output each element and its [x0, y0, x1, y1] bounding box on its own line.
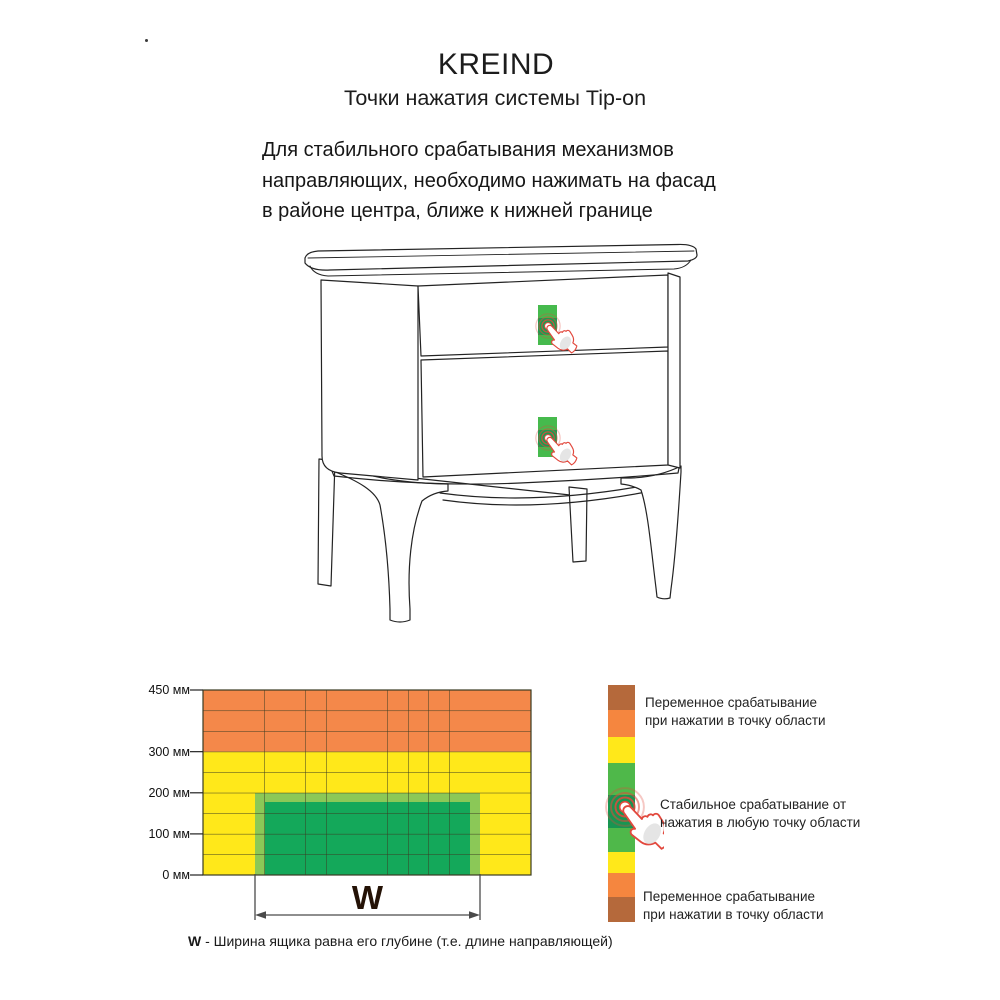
page-title: Точки нажатия системы Tip-on — [343, 86, 647, 110]
cabinet-right-edge — [668, 273, 680, 468]
paragraph-line: Для стабильного срабатывания механизмов — [262, 139, 674, 161]
cabinet-drawing — [280, 243, 720, 623]
instruction-paragraph — [262, 135, 782, 227]
drawer-front-bottom — [421, 351, 668, 477]
axis-label-300: 300 мм — [148, 745, 190, 759]
axis-label-200: 200 мм — [148, 786, 190, 800]
rear-left-leg — [318, 459, 335, 586]
axis-label-450: 450 мм — [148, 683, 190, 697]
axis-label-0: 0 мм — [162, 868, 190, 882]
legend-item-variable-top: Переменное срабатывание при нажатии в точку области — [645, 695, 826, 728]
grid-lines — [203, 690, 531, 875]
paragraph-line: в районе центра, ближе к нижней границе — [262, 200, 653, 222]
legend-item-variable-bottom: Переменное срабатывание при нажатии в точку области — [643, 889, 824, 922]
stray-dot-mark — [145, 39, 148, 42]
press-zone-grid — [186, 686, 536, 878]
front-left-leg — [333, 464, 448, 622]
legend-item-stable: Стабильное срабатывание от нажатия в любую точку области — [660, 797, 861, 830]
width-symbol: W — [351, 879, 384, 916]
brand-title: KREIND — [437, 48, 555, 81]
caption-w: W — [188, 933, 202, 949]
paragraph-line: направляющих, необходимо нажимать на фасад — [262, 169, 716, 192]
axis-label-100: 100 мм — [148, 827, 190, 841]
front-right-leg — [621, 466, 681, 599]
rear-rail-bottom — [443, 492, 646, 505]
rear-rail-top — [440, 485, 648, 498]
diagram-caption — [188, 933, 613, 949]
cabinet-side-panel — [321, 280, 418, 480]
axis-ticks — [190, 690, 203, 875]
caption-text: - Ширина ящика равна его глубине (т.е. длине направляющей) — [201, 933, 613, 949]
rear-right-leg — [569, 487, 587, 562]
